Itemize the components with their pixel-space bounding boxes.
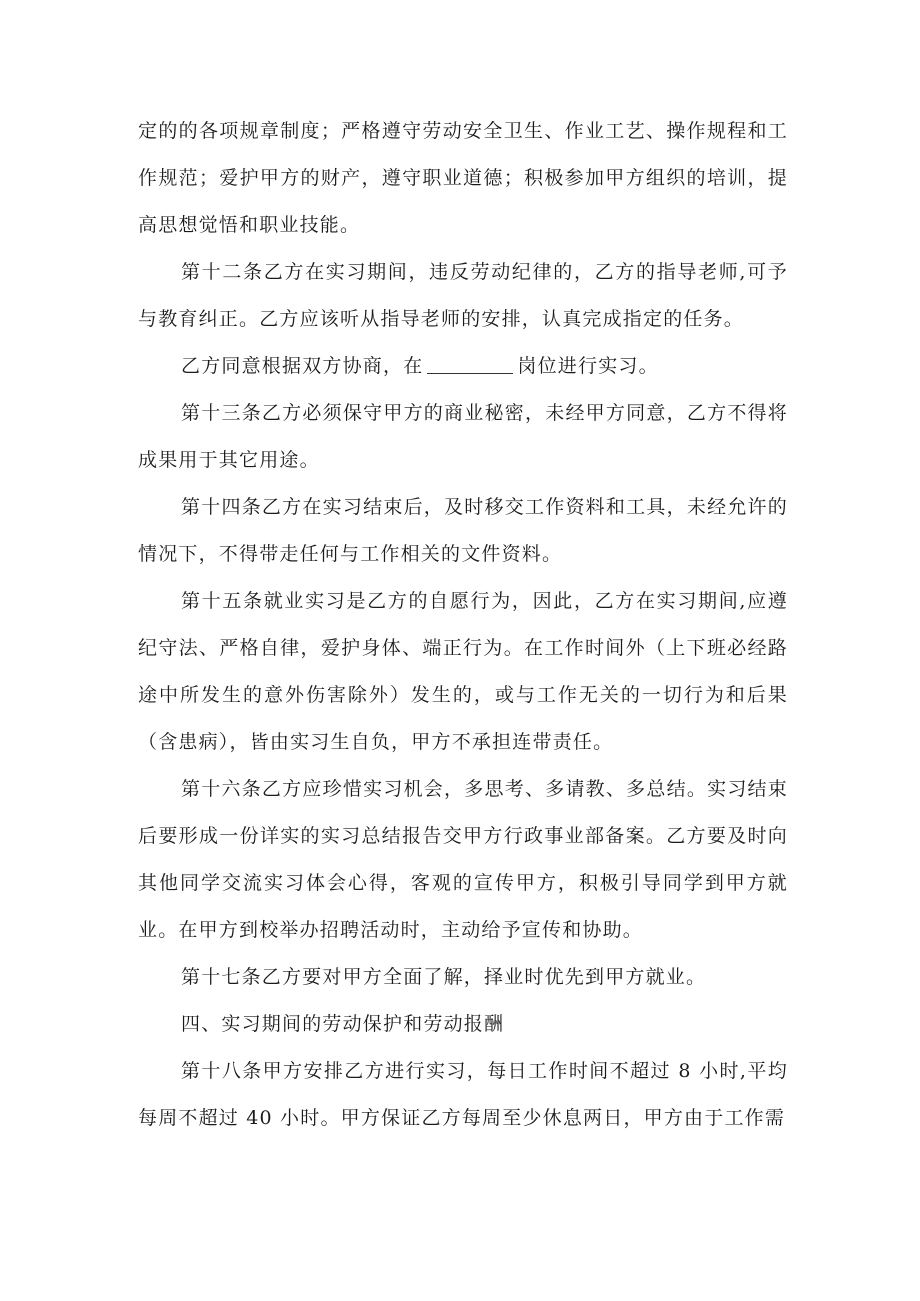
paragraph-article-12: 第十二条乙方在实习期间，违反劳动纪律的，乙方的指导老师,可予与教育纠正。乙方应该听从指导老师的安排，认真完成指定的任务。 [138, 261, 788, 330]
paragraph-article-14: 第十四条乙方在实习结束后，及时移交工作资料和工具，未经允许的情况下，不得带走任何与工作相关的文件资料。 [138, 496, 788, 565]
paragraph-article-17: 第十七条乙方要对甲方全面了解，择业时优先到甲方就业。 [181, 966, 707, 988]
paragraph-continuation: 定的的各项规章制度；严格遵守劳动安全卫生、作业工艺、操作规程和工作规范；爱护甲方的财产，遵守职业道德；积极参加甲方组织的培训，提高思想觉悟和职业技能。 [138, 120, 788, 236]
paragraph-article-16: 第十六条乙方应珍惜实习机会，多思考、多请教、多总结。实习结束后要形成一份详实的实习总结报告交甲方行政事业部备案。乙方要及时向其他同学交流实习体会心得，客观的宣传甲方，积极引导同学到甲方就业。在甲方到校举办招聘活动时，主动给予宣传和协助。 [138, 778, 788, 941]
position-blank-line [427, 354, 513, 374]
position-text-before: 乙方同意根据双方协商，在 [181, 355, 424, 377]
position-text-after: 岗位进行实习。 [517, 355, 659, 377]
document-body [138, 108, 788, 1142]
paragraph-position-agreement [138, 343, 788, 390]
paragraph-article-15: 第十五条就业实习是乙方的自愿行为，因此，乙方在实习期间,应遵纪守法、严格自律，爱护身体、端正行为。在工作时间外（上下班必经路途中所发生的意外伤害除外）发生的，或与工作无关的一切行为和后果（含患病），皆由实习生自负，甲方不承担连带责任。 [138, 590, 788, 753]
paragraph-article-13: 第十三条乙方必须保守甲方的商业秘密，未经甲方同意，乙方不得将成果用于其它用途。 [138, 402, 788, 471]
section-heading-4: 四、实习期间的劳动保护和劳动报酬 [181, 1013, 505, 1035]
paragraph-article-18: 第十八条甲方安排乙方进行实习，每日工作时间不超过 8 小时,平均每周不超过 40 小时。甲方保证乙方每周至少休息两日，甲方由于工作需 [138, 1060, 788, 1129]
